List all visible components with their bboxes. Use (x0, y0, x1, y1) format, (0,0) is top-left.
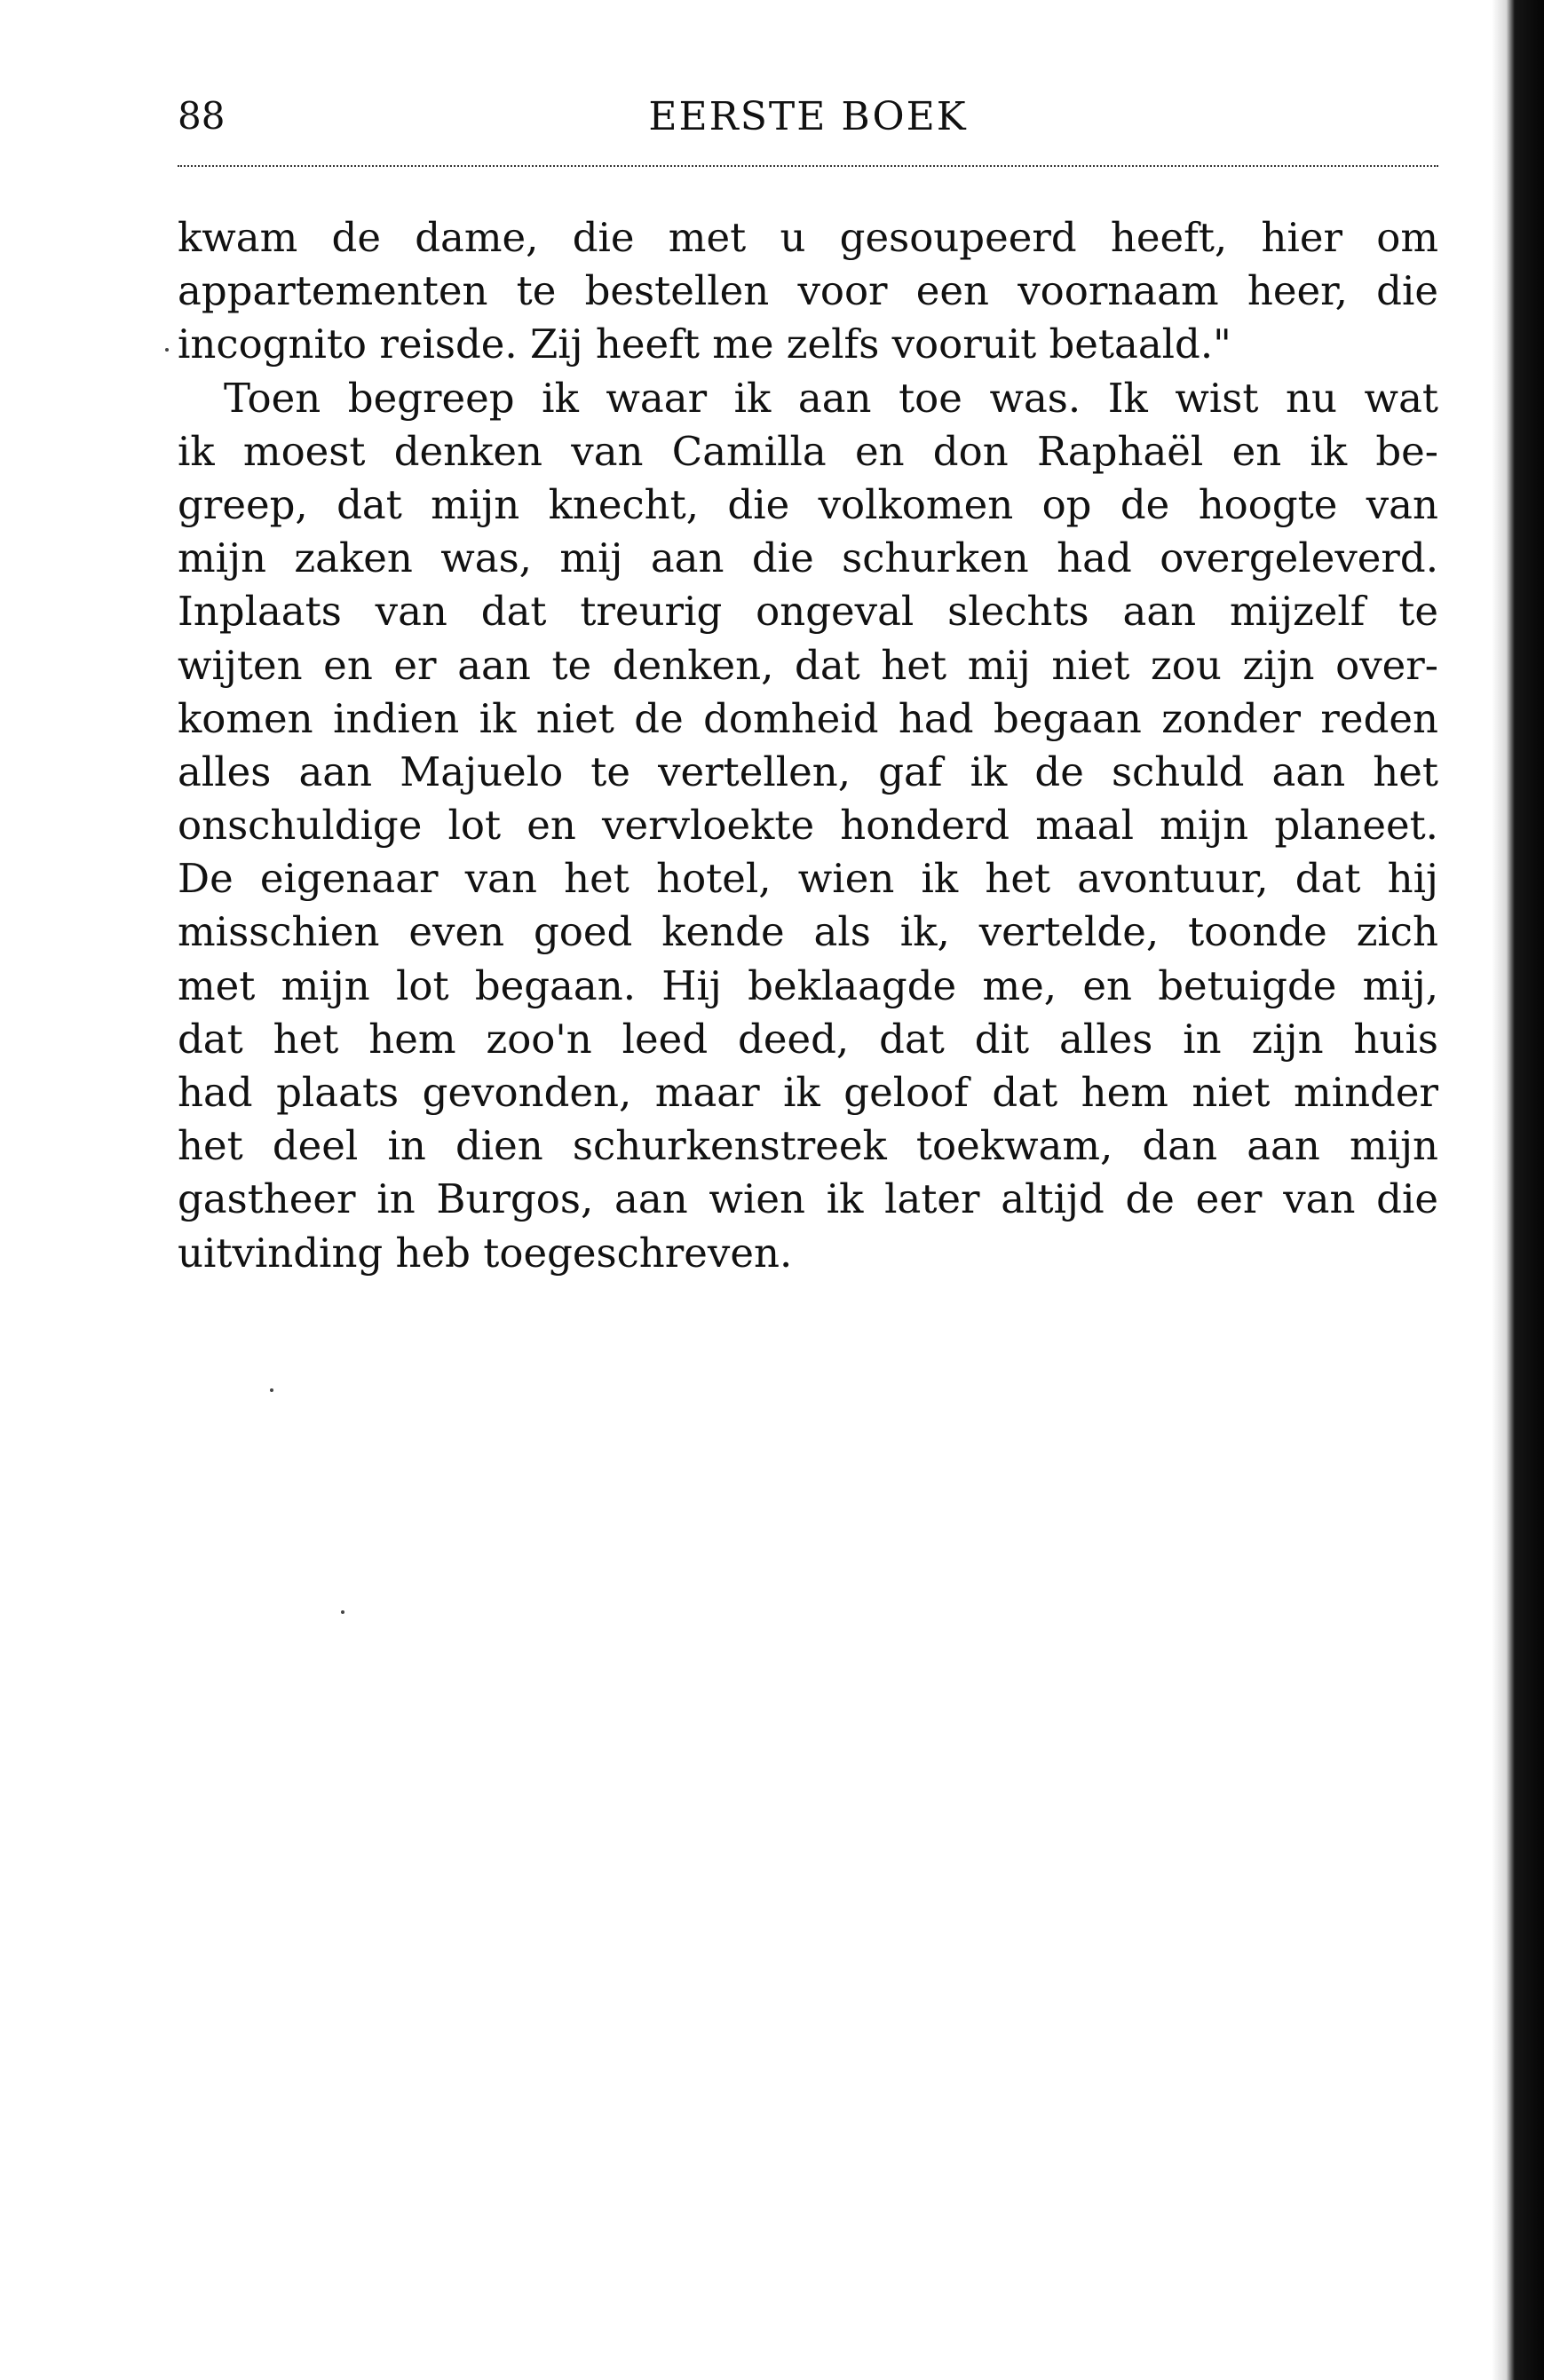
text-line: ik moest denken van Camilla en don Raphaël en ik be- (178, 427, 1438, 475)
scan-gutter-shadow (1492, 0, 1544, 2380)
text-line: gastheer in Burgos, aan wien ik later altijd de eer van die (178, 1175, 1438, 1223)
text-line: het deel in dien schurkenstreek toekwam, dan aan mijn (178, 1122, 1438, 1170)
text-line: met mijn lot begaan. Hij beklaagde me, en betuigde mij, (178, 961, 1438, 1009)
page-header (178, 89, 1438, 146)
text-line: onschuldige lot en vervloekte honderd maal mijn planeet. (178, 802, 1438, 850)
margin-speck (165, 348, 169, 352)
text-line: appartementen te bestellen voor een voornaam heer, die (178, 267, 1438, 315)
body-text (178, 211, 1438, 1280)
text-line: komen indien ik niet de domheid had begaan zonder reden (178, 694, 1438, 742)
page-speck (341, 1610, 344, 1614)
text-line: had plaats gevonden, maar ik geloof dat hem niet minder (178, 1069, 1438, 1116)
text-line: wijten en er aan te denken, dat het mij niet zou zijn over- (178, 641, 1438, 689)
text-line: uitvinding heb toegeschreven. (178, 1229, 793, 1277)
running-title: EERSTE BOEK (648, 94, 968, 139)
text-line: kwam de dame, die met u gesoupeerd heeft, hier om (178, 214, 1438, 261)
text-line: greep, dat mijn knecht, die volkomen op de hoogte van (178, 480, 1438, 528)
text-line: alles aan Majuelo te vertellen, gaf ik de schuld aan het (178, 747, 1438, 795)
text-line: dat het hem zoo'n leed deed, dat dit alles in zijn huis (178, 1015, 1438, 1063)
header-dotted-rule (178, 165, 1438, 167)
text-line: mijn zaken was, mij aan die schurken had overgeleverd. (178, 534, 1438, 582)
page-number: 88 (178, 94, 226, 138)
text-line: De eigenaar van het hotel, wien ik het avontuur, dat hij (178, 855, 1438, 903)
text-line: Inplaats van dat treurig ongeval slechts aan mijzelf te (178, 588, 1438, 636)
page-speck (270, 1388, 273, 1392)
text-line: incognito reisde. Zij heeft me zelfs vooruit betaald." (178, 320, 1231, 368)
text-line: misschien even goed kende als ik, vertelde, toonde zich (178, 908, 1438, 956)
text-line: Toen begreep ik waar ik aan toe was. Ik wist nu wat (224, 374, 1438, 422)
